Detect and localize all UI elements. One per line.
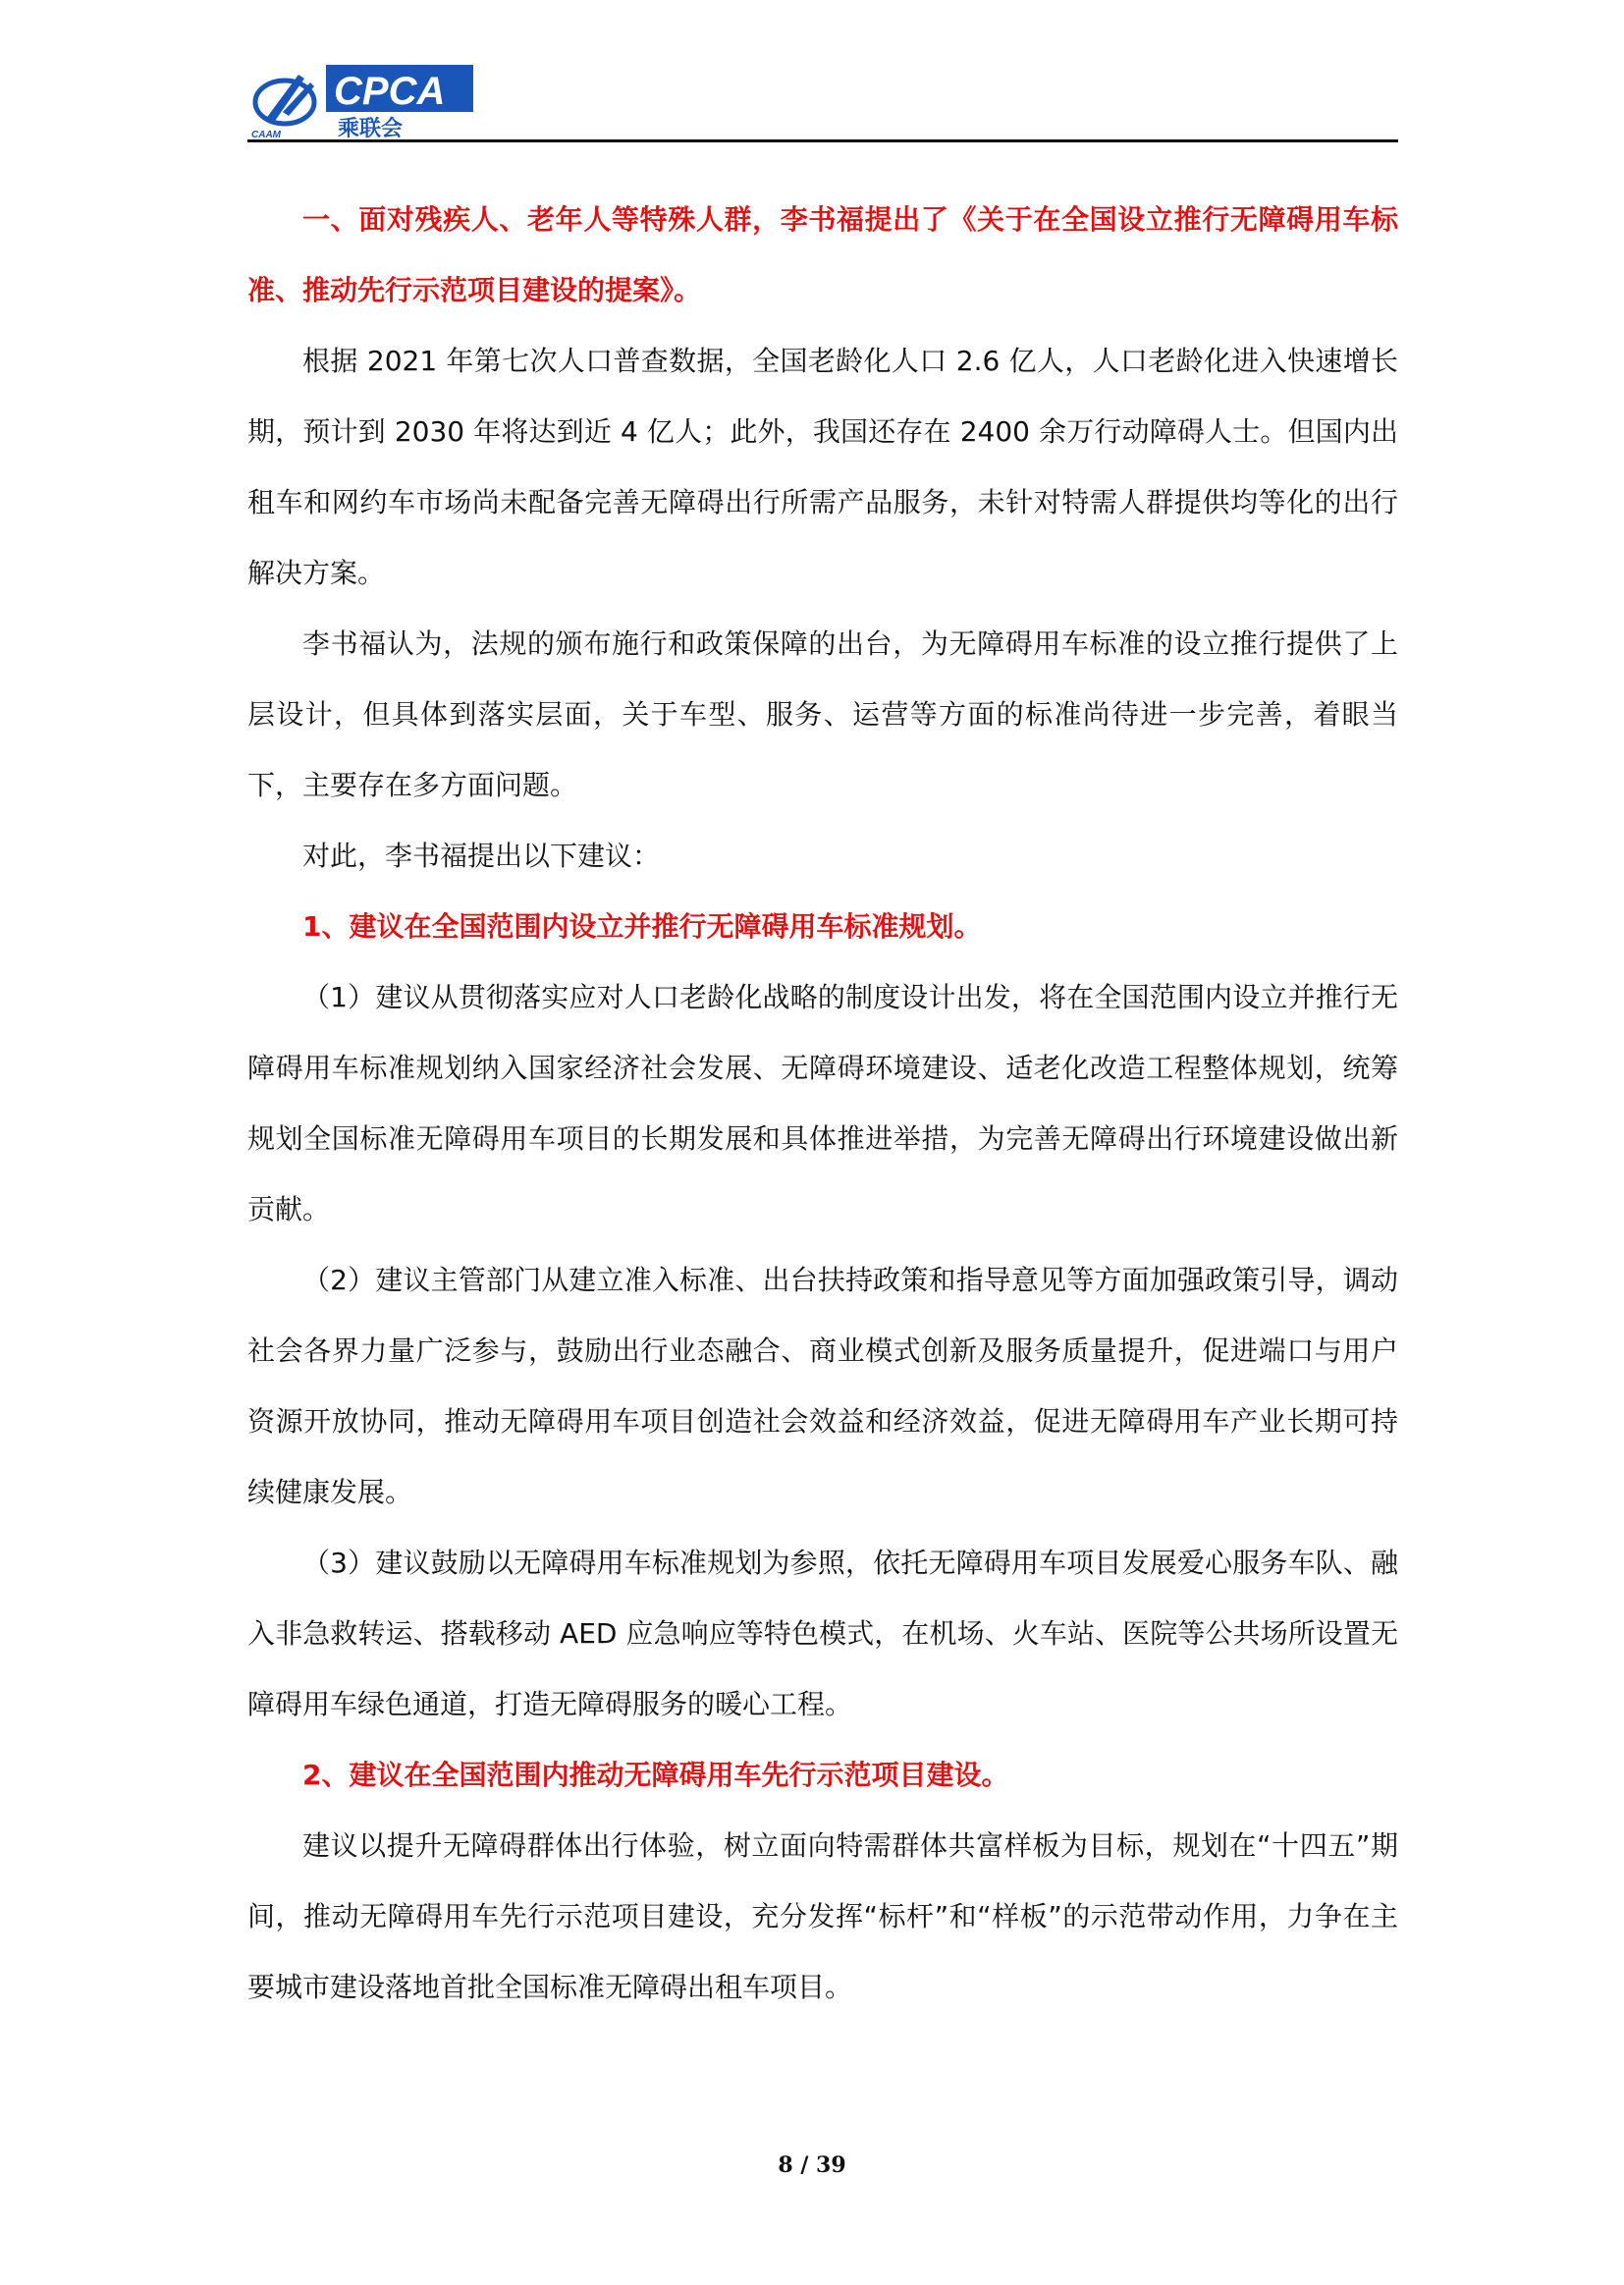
logo-mark-text: CAAM [251, 130, 281, 139]
body-paragraph: 建议以提升无障碍群体出行体验，树立面向特需群体共富样板为目标，规划在“十四五”期间，推动无障碍用车先行示范项目建设，充分发挥“标杆”和“样板”的示范带动作用，力争在主要城市建设落地首批全国标准无障碍出租车项目。 [247, 1829, 1398, 2003]
section-heading: 1、建议在全国范围内设立并推行无障碍用车标准规划。 [302, 910, 982, 943]
body-paragraph: （2）建议主管部门从建立准入标准、出台扶持政策和指导意见等方面加强政策引导，调动社会各界力量广泛参与，鼓励出行业态融合、商业模式创新及服务质量提升，促进端口与用户资源开放协同，推动无障碍用车项目创造社会效益和经济效益，促进无障碍用车产业长期可持续健康发展。 [247, 1264, 1398, 1508]
document-body [247, 185, 1398, 2023]
body-paragraph: （1）建议从贯彻落实应对人口老龄化战略的制度设计出发，将在全国范围内设立并推行无障碍用车标准规划纳入国家经济社会发展、无障碍环境建设、适老化改造工程整体规划，统筹规划全国标准无障碍用车项目的长期发展和具体推进举措，为完善无障碍出行环境建设做出新贡献。 [247, 981, 1398, 1225]
body-paragraph: 根据 2021 年第七次人口普查数据，全国老龄化人口 2.6 亿人，人口老龄化进入快速增长期，预计到 2030 年将达到近 4 亿人；此外，我国还存在 2400 余万行动障碍人士。但国内出租车和网约车市场尚未配备完善无障碍出行所需产品服务，未针对特需人群提供均等化的出行解决方案。 [247, 345, 1398, 589]
logo-subtext: 乘联会 [338, 117, 404, 139]
header-rule [247, 139, 1398, 142]
body-paragraph: 对此，李书福提出以下建议： [302, 840, 661, 872]
body-paragraph: （3）建议鼓励以无障碍用车标准规划为参照，依托无障碍用车项目发展爱心服务车队、融入非急救转运、搭载移动 AED 应急响应等特色模式，在机场、火车站、医院等公共场所设置无障碍用车绿色通道，打造无障碍服务的暖心工程。 [247, 1547, 1398, 1720]
page-number: 8 / 39 [778, 2152, 846, 2178]
cpca-logo [247, 61, 483, 139]
body-paragraph: 李书福认为，法规的颁布施行和政策保障的出台，为无障碍用车标准的设立推行提供了上层设计，但具体到落实层面，关于车型、服务、运营等方面的标准尚待进一步完善，着眼当下，主要存在多方面问题。 [247, 627, 1398, 801]
section-heading: 一、面对残疾人、老年人等特殊人群，李书福提出了《关于在全国设立推行无障碍用车标准、推动先行示范项目建设的提案》。 [247, 203, 1398, 306]
logo-text: CPCA [334, 70, 446, 113]
section-heading: 2、建议在全国范围内推动无障碍用车先行示范项目建设。 [302, 1759, 1009, 1791]
page-header [247, 61, 1398, 143]
